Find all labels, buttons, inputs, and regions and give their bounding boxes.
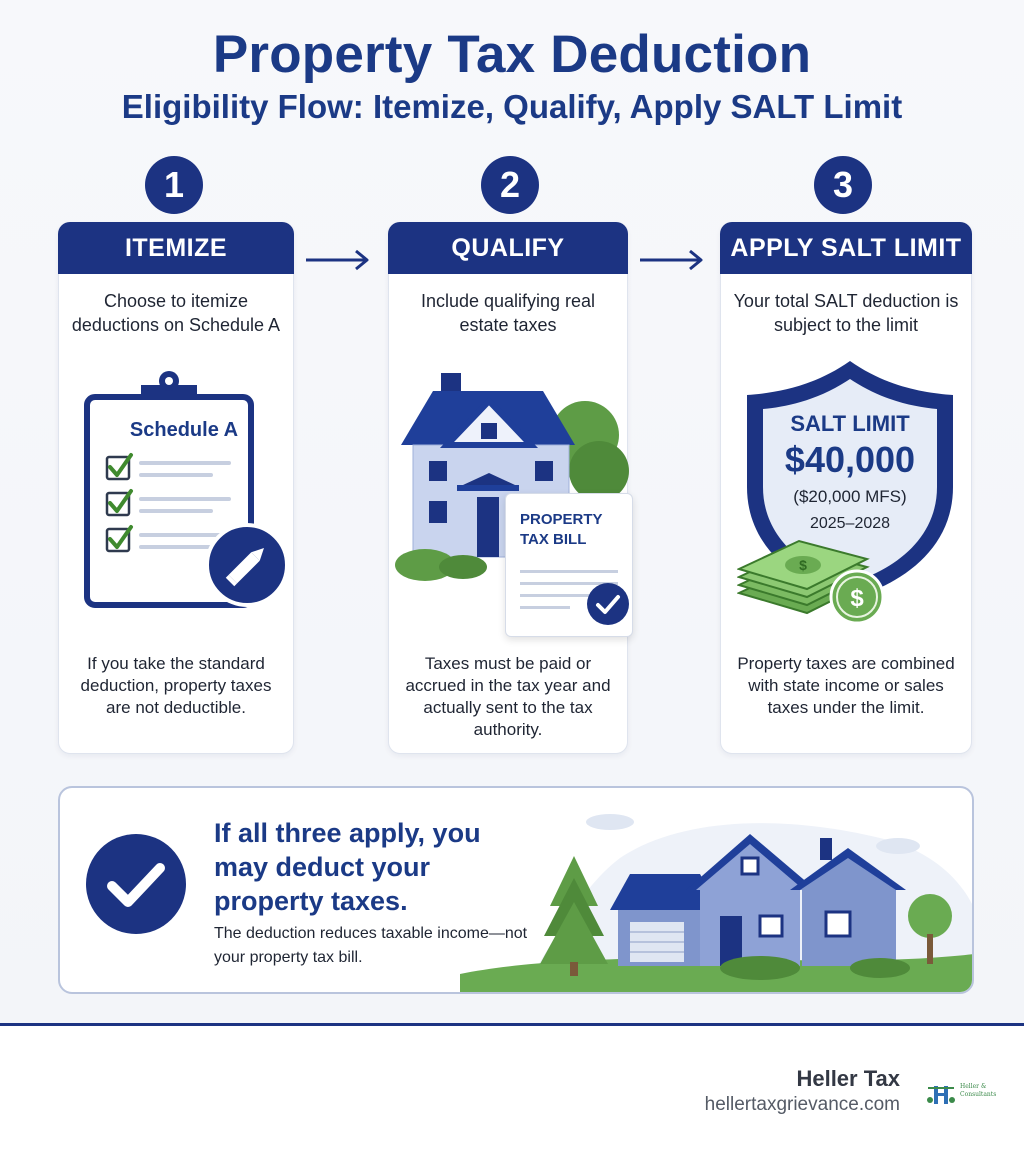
step-heading: QUALIFY [388, 222, 628, 274]
step-number-3: 3 [814, 156, 872, 214]
tax-bill-title: PROPERTY TAX BILL [520, 511, 603, 548]
arrow-right-icon [638, 240, 706, 280]
step-description: Your total SALT deduction is subject to the limit [733, 291, 959, 335]
brand-name: Heller Tax [796, 1066, 900, 1091]
brand-url[interactable]: hellertaxgrievance.com [704, 1094, 900, 1115]
step-number-2: 2 [481, 156, 539, 214]
salt-limit-mfs: ($20,000 MFS) [793, 487, 907, 506]
step-number-1: 1 [145, 156, 203, 214]
dollar-coin-icon [829, 569, 885, 625]
step-heading: ITEMIZE [58, 222, 294, 274]
svg-text:$: $ [850, 585, 864, 612]
salt-limit-amount: $40,000 [784, 439, 916, 480]
tax-bill-document [505, 493, 633, 637]
step-note: Taxes must be paid or accrued in the tax year and actually sent to the tax authority. [405, 654, 611, 739]
step-note: Property taxes are combined with state income or sales taxes under the limit. [737, 654, 955, 717]
step-heading: APPLY SALT LIMIT [720, 222, 972, 274]
check-circle-icon [586, 582, 630, 626]
svg-text:$: $ [799, 557, 807, 573]
schedule-a-label: Schedule A [129, 419, 239, 441]
svg-text:Heller &: Heller & [960, 1083, 987, 1090]
footer-brand [705, 1066, 900, 1116]
step-description: Choose to itemize deductions on Schedule A [71, 291, 281, 335]
step-card-itemize [58, 222, 294, 754]
step-note: If you take the standard deduction, property taxes are not deductible. [80, 654, 272, 717]
check-circle-icon [86, 834, 186, 934]
house-icon [460, 798, 974, 994]
page-title: Property Tax Deduction [212, 25, 812, 84]
result-note: The deduction reduces taxable income—not your property tax bill. [214, 925, 528, 966]
svg-text:Consultants: Consultants [960, 1091, 996, 1098]
page-subtitle: Eligibility Flow: Itemize, Qualify, Apply SALT Limit [121, 88, 903, 125]
step-card-qualify [388, 222, 628, 754]
salt-limit-years: 2025–2028 [809, 515, 891, 532]
salt-limit-label: SALT LIMIT [790, 411, 910, 436]
result-box [58, 786, 974, 994]
result-headline: If all three apply, you may deduct your property taxes. [214, 818, 481, 916]
checklist-icon [81, 369, 291, 615]
company-logo [926, 1078, 996, 1108]
step-card-apply-salt-limit [720, 222, 972, 754]
arrow-right-icon [304, 240, 372, 280]
step-description: Include qualifying real estate taxes [420, 291, 596, 335]
footer-divider [0, 1023, 1024, 1026]
